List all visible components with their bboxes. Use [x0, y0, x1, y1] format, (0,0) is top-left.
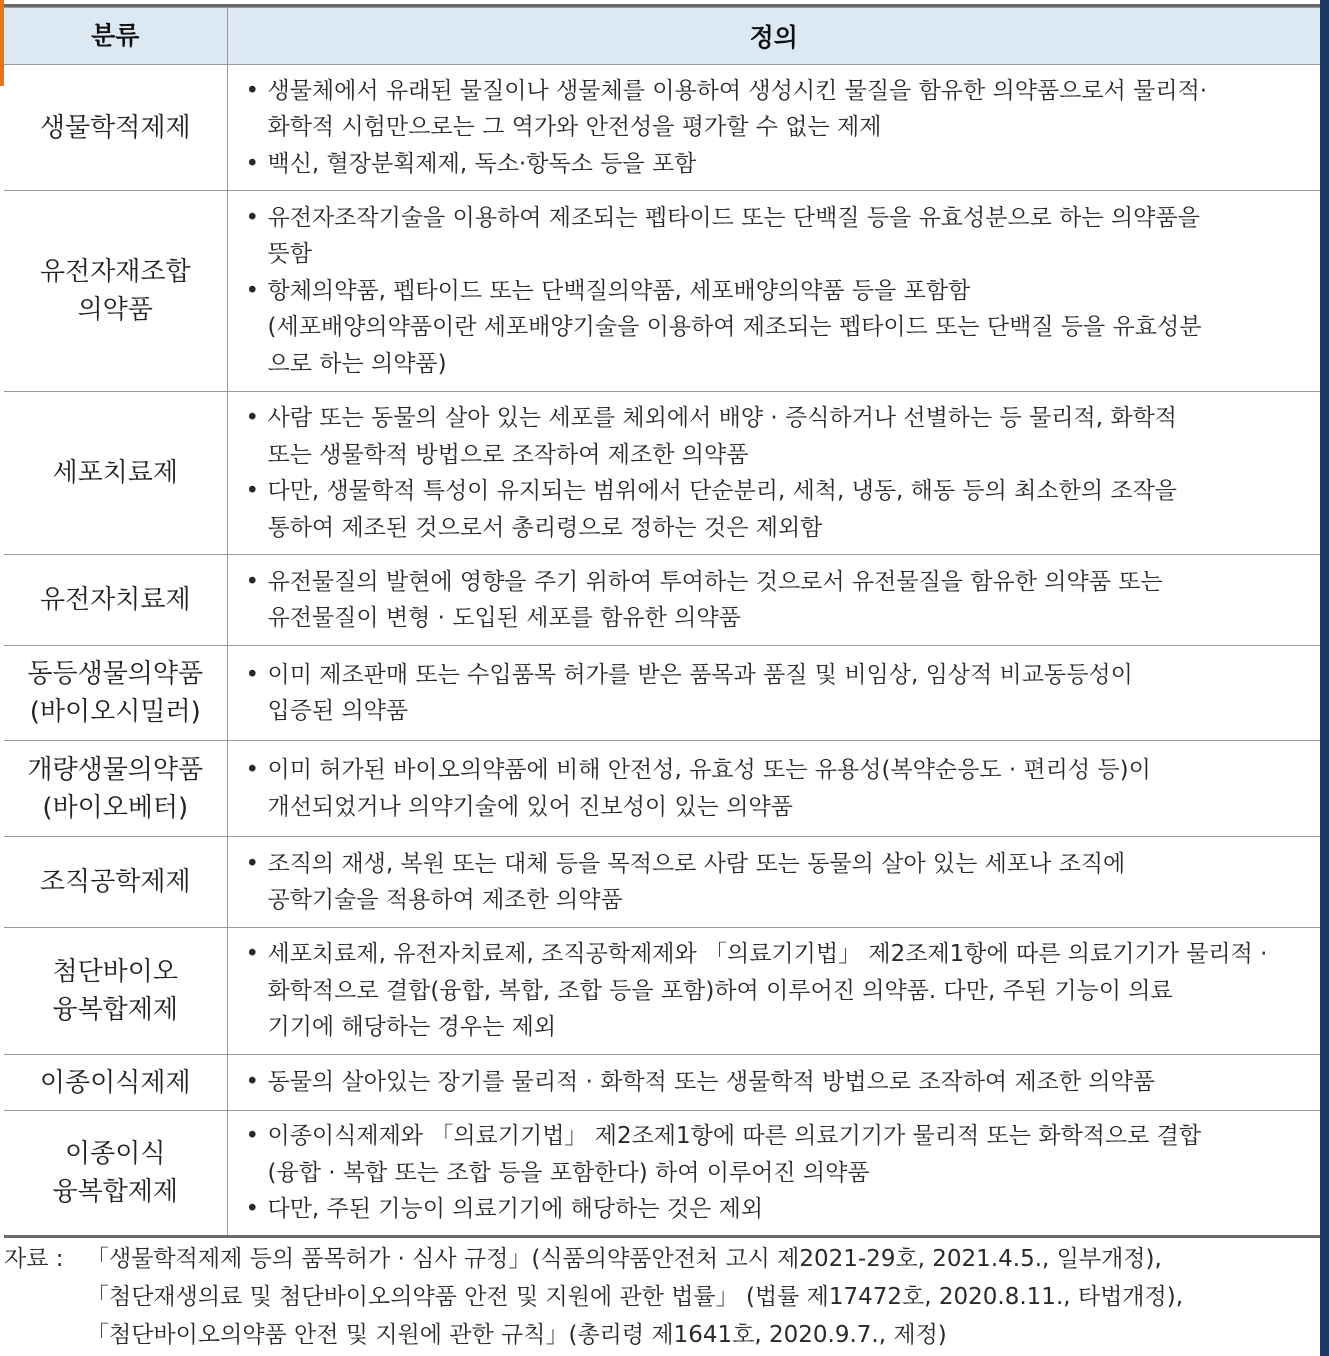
- definition-text: 사람 또는 동물의 살아 있는 세포를 체외에서 배양 · 증식하거나 선별하는 등 물리적, 화학적: [267, 405, 1178, 431]
- category-label: 조직공학제제: [39, 867, 191, 897]
- category-cell: [4, 555, 227, 646]
- category-label: 첨단바이오: [52, 957, 179, 987]
- definition-text: 으로 하는 의약품): [267, 350, 447, 377]
- bullet-marker: •: [245, 568, 260, 595]
- category-label: 유전자치료제: [39, 585, 191, 615]
- table-header-row: [4, 8, 1320, 65]
- bullet-marker: •: [245, 405, 260, 431]
- definition-text: 이종이식제제와 「의료기기법」 제2조제1항에 따른 의료기기가 물리적 또는 화학적으로 결합: [267, 1123, 1202, 1150]
- definition-cell: [227, 65, 1320, 191]
- category-label: 개량생물의약품: [27, 754, 204, 785]
- definition-continued-line: [246, 437, 1303, 474]
- definition-text: 유전물질이 변형 · 도입된 세포를 함유한 의약품: [267, 605, 741, 631]
- definition-cell: [227, 837, 1320, 928]
- definition-bullet-line: [246, 473, 1303, 510]
- category-cell: [4, 837, 227, 928]
- definition-cell: [227, 1111, 1320, 1237]
- definition-bullet-line: [246, 846, 1303, 883]
- definition-text: 입증된 의약품: [267, 698, 409, 724]
- header-category: 분류: [4, 8, 227, 65]
- definition-bullet-line: [246, 146, 1303, 183]
- definition-cell: [227, 928, 1320, 1055]
- definition-bullet-line: [246, 936, 1303, 973]
- definition-bullet-line: [246, 400, 1303, 437]
- definition-text: 조직의 재생, 복원 또는 대체 등을 목적으로 사람 또는 동물의 살아 있는 세포나 조직에: [267, 850, 1126, 877]
- category-label: 융복합제제: [52, 1177, 179, 1207]
- category-cell: [4, 392, 227, 555]
- definition-bullet-line: [246, 657, 1303, 694]
- definition-text: 통하여 제조된 것으로서 총리령으로 정하는 것은 제외함: [267, 514, 823, 541]
- definition-continued-line: [246, 236, 1303, 273]
- category-cell: [4, 191, 227, 392]
- category-label: 이종이식제제: [39, 1067, 191, 1098]
- definition-text: 이미 허가된 바이오의약품에 비해 안전성, 유효성 또는 유용성(복약순응도 · 편리성 등)이: [267, 757, 1151, 783]
- table-row: [4, 555, 1320, 646]
- bullet-marker: •: [245, 150, 260, 177]
- bullet-marker: •: [245, 277, 260, 304]
- definition-bullet-line: [246, 273, 1303, 310]
- category-label: 의약품: [77, 295, 153, 325]
- category-label: 생물학적제제: [39, 112, 191, 143]
- bullet-marker: •: [245, 204, 260, 231]
- source-line-2: 「첨단재생의료 및 첨단바이오의약품 안전 및 지원에 관한 법률」 (법률 제17472호, 2020.8.11., 타법개정),: [86, 1284, 1184, 1310]
- category-cell: [4, 928, 227, 1055]
- bullet-marker: •: [245, 941, 260, 968]
- definition-continued-line: [246, 693, 1303, 730]
- definition-continued-line: [246, 1009, 1303, 1046]
- definition-continued-line: [246, 973, 1303, 1010]
- definition-cell: [227, 1055, 1320, 1111]
- definition-text: 다만, 생물학적 특성이 유지되는 범위에서 단순분리, 세척, 냉동, 해동 등의 최소한의 조작을: [267, 478, 1178, 504]
- definition-table: [4, 7, 1320, 1238]
- definition-text: 세포치료제, 유전자치료제, 조직공학제제와 「의료기기법」 제2조제1항에 따른 의료기기가 물리적 ·: [267, 941, 1268, 968]
- definition-text: 항체의약품, 펩타이드 또는 단백질의약품, 세포배양의약품 등을 포함함: [267, 277, 971, 304]
- table-row: [4, 837, 1320, 928]
- category-label: (바이오베터): [42, 792, 189, 823]
- category-cell: [4, 65, 227, 191]
- definition-text: 공학기술을 적용하여 제조한 의약품: [267, 887, 623, 913]
- definition-bullet-line: [246, 1191, 1303, 1228]
- definition-continued-line: [246, 882, 1303, 919]
- category-cell: [4, 741, 227, 837]
- definition-continued-line: [246, 789, 1303, 826]
- definition-cell: [227, 741, 1320, 837]
- right-edge-bar: [1320, 0, 1329, 1356]
- definition-cell: [227, 555, 1320, 646]
- category-cell: [4, 1055, 227, 1111]
- source-note: [4, 1240, 1304, 1354]
- definition-bullet-line: [246, 1118, 1303, 1155]
- definition-bullet-line: [246, 564, 1303, 601]
- definition-text: 또는 생물학적 방법으로 조작하여 제조한 의약품: [267, 441, 749, 468]
- definition-continued-line: [246, 1155, 1303, 1192]
- definition-text: (세포배양의약품이란 세포배양기술을 이용하여 제조되는 펩타이드 또는 단백질 등을 유효성분: [267, 314, 1202, 341]
- definition-continued-line: [246, 600, 1303, 637]
- table-row: [4, 928, 1320, 1055]
- definition-text: 다만, 주된 기능이 의료기기에 해당하는 것은 제외: [267, 1196, 764, 1223]
- definition-bullet-line: [246, 73, 1303, 110]
- bullet-marker: •: [245, 1069, 260, 1096]
- table-row: [4, 741, 1320, 837]
- definition-text: 동물의 살아있는 장기를 물리적 · 화학적 또는 생물학적 방법으로 조작하여 제조한 의약품: [267, 1069, 1156, 1096]
- definition-continued-line: [246, 309, 1303, 346]
- table-row: [4, 646, 1320, 741]
- definition-text: 유전물질의 발현에 영향을 주기 위하여 투여하는 것으로서 유전물질을 함유한 의약품 또는: [267, 568, 1163, 595]
- definition-text: 화학적으로 결합(융합, 복합, 조합 등을 포함)하여 이루어진 의약품. 다만, 주된 기능이 의료: [267, 977, 1173, 1004]
- table-row: [4, 65, 1320, 191]
- bullet-marker: •: [245, 757, 260, 783]
- bullet-marker: •: [245, 661, 260, 688]
- category-label: 이종이식: [65, 1139, 166, 1169]
- definition-bullet-line: [246, 1064, 1303, 1101]
- definition-text: 유전자조작기술을 이용하여 제조되는 펩타이드 또는 단백질 등을 유효성분으로 하는 의약품을: [267, 204, 1200, 231]
- category-cell: [4, 1111, 227, 1237]
- definition-text: 이미 제조판매 또는 수입품목 허가를 받은 품목과 품질 및 비임상, 임상적 비교동등성이: [267, 661, 1133, 688]
- category-label: (바이오시밀러): [29, 697, 201, 727]
- header-definition: 정의: [227, 8, 1320, 65]
- table-row: [4, 1111, 1320, 1237]
- definition-continued-line: [246, 109, 1303, 146]
- table-row: [4, 191, 1320, 392]
- bullet-marker: •: [245, 77, 260, 104]
- definition-cell: [227, 191, 1320, 392]
- definition-text: 생물체에서 유래된 물질이나 생물체를 이용하여 생성시킨 물질을 함유한 의약품으로서 물리적·: [267, 77, 1208, 104]
- category-label: 유전자재조합: [39, 257, 191, 287]
- definition-bullet-line: [246, 752, 1303, 789]
- source-line-3: 「첨단바이오의약품 안전 및 지원에 관한 규칙」(총리령 제1641호, 2020.9.7., 제정): [86, 1322, 947, 1348]
- source-text-1: 「생물학적제제 등의 품목허가 · 심사 규정」(식품의약품안전처 고시 제2021-29호, 2021.4.5., 일부개정),: [86, 1246, 1162, 1272]
- definition-text: 화학적 시험만으로는 그 역가와 안전성을 평가할 수 없는 제제: [267, 114, 882, 141]
- definition-continued-line: [246, 510, 1303, 547]
- bullet-marker: •: [245, 478, 260, 504]
- definition-text: 뜻함: [267, 241, 312, 268]
- definition-text: 개선되었거나 의약기술에 있어 진보성이 있는 의약품: [267, 793, 793, 820]
- definition-bullet-line: [246, 200, 1303, 237]
- definition-cell: [227, 392, 1320, 555]
- bullet-marker: •: [245, 1123, 260, 1150]
- category-label: 융복합제제: [52, 995, 179, 1025]
- table-row: [4, 1055, 1320, 1111]
- table-body: [4, 65, 1320, 1237]
- bullet-marker: •: [245, 850, 260, 877]
- category-label: 동등생물의약품: [27, 659, 204, 689]
- category-label: 세포치료제: [52, 458, 179, 488]
- bullet-marker: •: [245, 1196, 260, 1223]
- definition-text: 백신, 혈장분획제제, 독소·항독소 등을 포함: [267, 150, 697, 177]
- category-cell: [4, 646, 227, 741]
- definition-cell: [227, 646, 1320, 741]
- definition-continued-line: [246, 346, 1303, 383]
- definition-text: 기기에 해당하는 경우는 제외: [267, 1014, 557, 1041]
- table-row: [4, 392, 1320, 555]
- definition-text: (융합 · 복합 또는 조합 등을 포함한다) 하여 이루어진 의약품: [267, 1159, 870, 1186]
- source-line-1: [4, 1240, 1304, 1278]
- source-label: 자료 :: [4, 1246, 64, 1272]
